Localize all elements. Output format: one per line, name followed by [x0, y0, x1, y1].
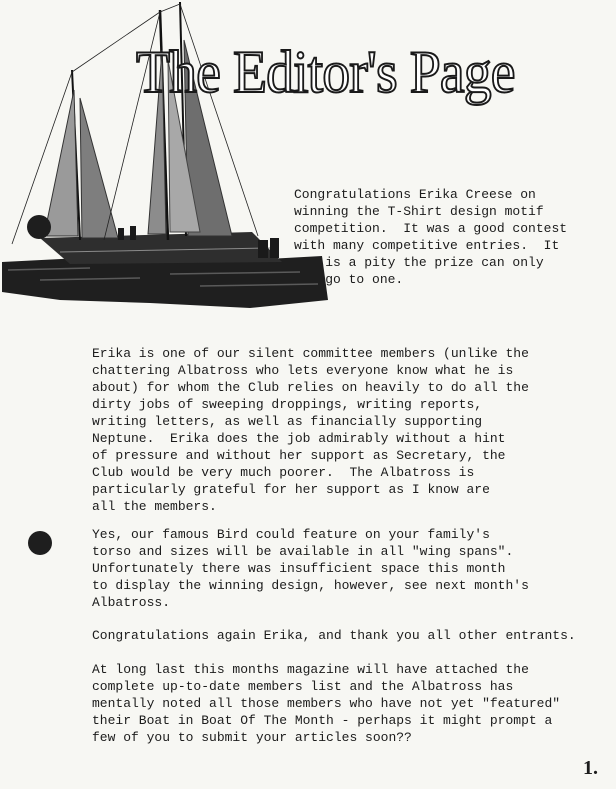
text-line: Neptune. Erika does the job admirably without a hint	[92, 431, 506, 446]
text-line: Congratulations again Erika, and thank you all other entrants.	[92, 628, 576, 643]
text-line: with many competitive entries. It	[294, 238, 560, 253]
text-line: all the members.	[92, 499, 217, 514]
text-line: particularly grateful for her support as I know are	[92, 482, 490, 497]
text-line: mentally noted all those members who have not yet "featured"	[92, 696, 561, 711]
text-line: complete up-to-date members list and the Albatross has	[92, 679, 514, 694]
binder-hole-top	[27, 215, 51, 239]
paragraph-members-list	[92, 661, 560, 746]
text-line: Congratulations Erika Creese on	[294, 187, 536, 202]
binder-hole-bottom	[28, 531, 52, 555]
text-line: Erika is one of our silent committee members (unlike the	[92, 346, 529, 361]
paragraph-congratulations	[92, 627, 576, 644]
text-line: Yes, our famous Bird could feature on your family's	[92, 527, 490, 542]
text-line: Club would be very much poorer. The Albatross is	[92, 465, 475, 480]
text-line: their Boat in Boat Of The Month - perhaps it might prompt a	[92, 713, 553, 728]
text-line: writing letters, as well as financially supporting	[92, 414, 483, 429]
paragraph-tshirt	[92, 526, 529, 611]
text-line: torso and sizes will be available in all "wing spans".	[92, 544, 514, 559]
text-line: of pressure and without her support as Secretary, the	[92, 448, 506, 463]
text-line: Unfortunately there was insufficient space this month	[92, 561, 506, 576]
paragraph-erika	[92, 345, 529, 515]
text-line: chattering Albatross who lets everyone know what he is	[92, 363, 514, 378]
text-line: dirty jobs of sweeping droppings, writing reports,	[92, 397, 483, 412]
page-number: 1.	[583, 757, 598, 779]
text-line: is a pity the prize can only	[294, 255, 544, 270]
page-title: The Editor's Page	[136, 39, 515, 105]
text-line: go to one.	[294, 272, 404, 287]
text-line: about) for whom the Club relies on heavily to do all the	[92, 380, 529, 395]
text-line: Albatross.	[92, 595, 171, 610]
text-line: winning the T-Shirt design motif	[294, 204, 544, 219]
text-line: few of you to submit your articles soon??	[92, 730, 412, 745]
intro-paragraph	[294, 186, 567, 288]
text-line: competition. It was a good contest	[294, 221, 568, 236]
text-line: to display the winning design, however, see next month's	[92, 578, 529, 593]
text-line: At long last this months magazine will have attached the	[92, 662, 529, 677]
